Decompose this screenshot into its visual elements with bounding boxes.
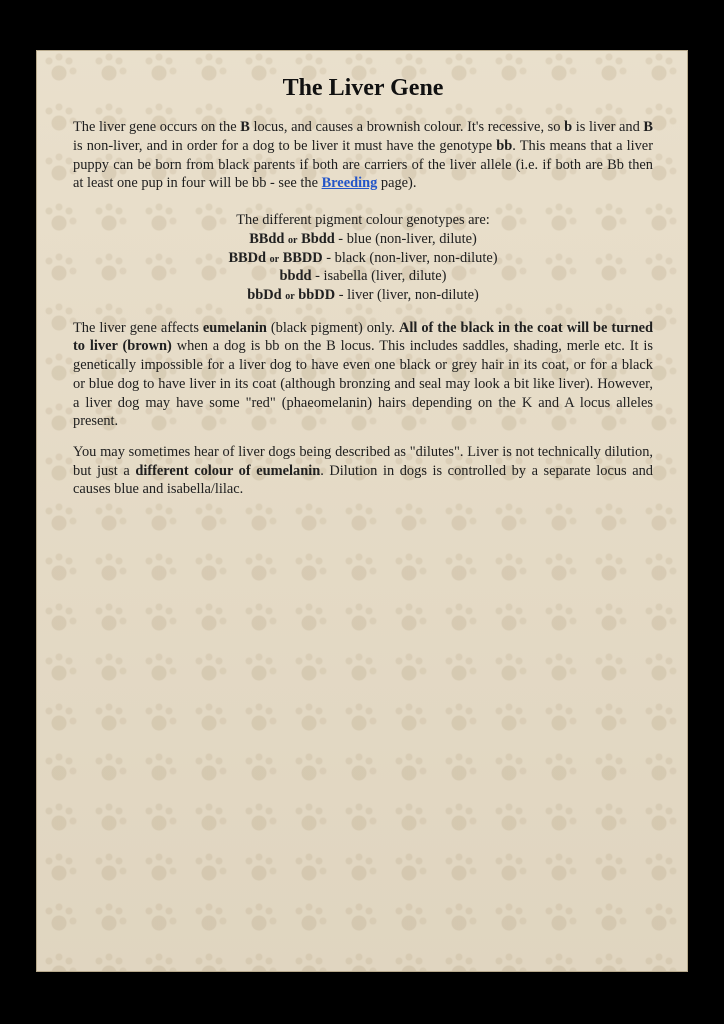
- eumelanin-paragraph: The liver gene affects eumelanin (black pigment) only. All of the black in the coat will be turned to liver (brown) when a dog is bb on the B locus. This includes saddles, shading, merle etc. It is genetically impossible for a liver dog to have even one black or grey hair in its coat, or for a black or blue dog to have liver in its coat (although bronzing and seal may look a bit like liver). However, a liver dog may have some "red" (phaeomelanin) hairs depending on the K and A locus alleles present.: [73, 319, 653, 430]
- breeding-link[interactable]: Breeding: [321, 175, 378, 192]
- genotype-row: bbdd - isabella (liver, dilute): [279, 268, 447, 285]
- document-content: [73, 73, 653, 511]
- document-page: [36, 50, 688, 972]
- genotype-row: bbDd or bbDD - liver (liver, non-dilute): [247, 286, 479, 303]
- page-title: The Liver Gene: [282, 75, 444, 101]
- genotype-list: [73, 211, 653, 305]
- dilution-paragraph: You may sometimes hear of liver dogs being described as "dilutes". Liver is not technically dilution, but just a different colour of eumelanin. Dilution in dogs is controlled by a separate locus and causes blue and isabella/lilac.: [73, 443, 653, 498]
- genotype-heading: The different pigment colour genotypes are:: [236, 212, 490, 229]
- genotype-row: BBdd or Bbdd - blue (non-liver, dilute): [249, 230, 477, 247]
- intro-paragraph: The liver gene occurs on the B locus, and causes a brownish colour. It's recessive, so b is liver and B is non-liver, and in order for a dog to be liver it must have the genotype bb. This means that a liver puppy can be born from black parents if both are carriers of the liver allele (i.e. if both are Bb then at least one pup in four will be bb - see the Breeding page).: [73, 119, 654, 192]
- genotype-row: BBDd or BBDD - black (non-liver, non-dilute): [228, 249, 498, 266]
